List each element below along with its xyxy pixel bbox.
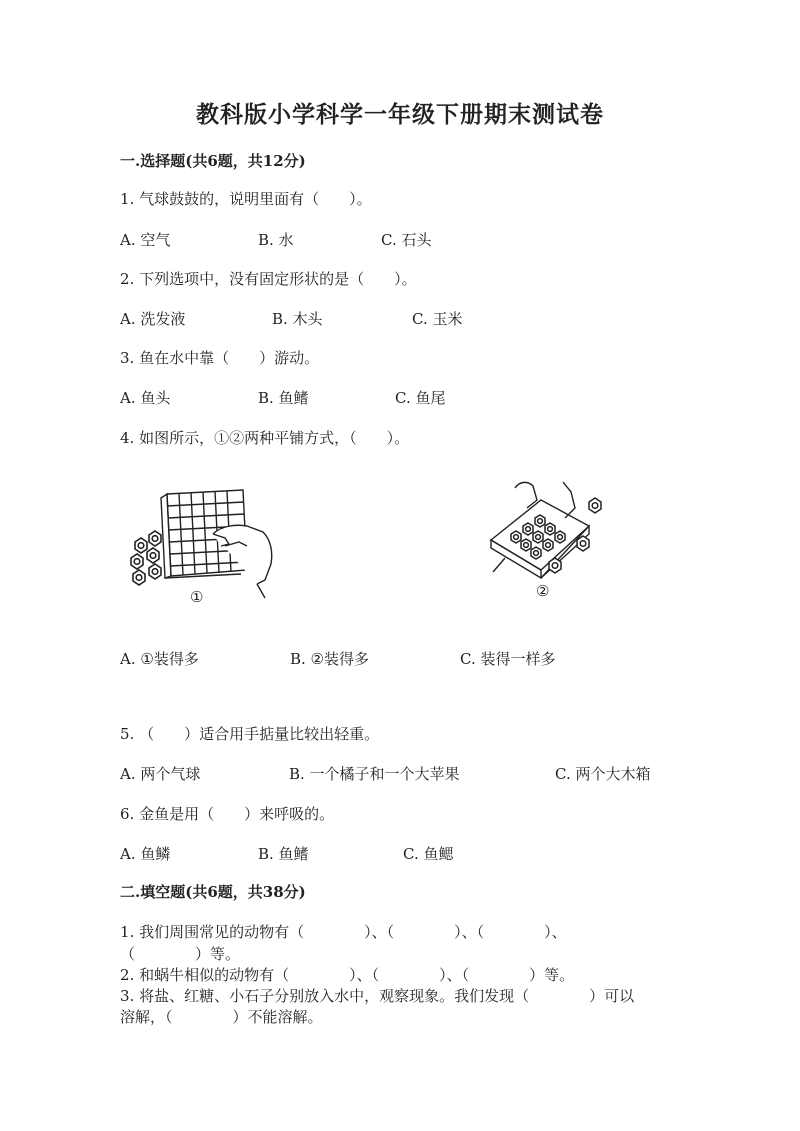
fill-line-1: 1. 我们周围常见的动物有（ ）、（ ）、（ ）、 — [120, 923, 567, 941]
q4-option-b: B. ②装得多 — [290, 650, 370, 668]
fill-line-5: 溶解，（ ）不能溶解。 — [120, 1008, 323, 1026]
q4-option-c: C. 装得一样多 — [460, 650, 556, 668]
q2-option-a: A. 洗发液 — [120, 310, 186, 328]
figure-1-label: ① — [190, 588, 204, 606]
fill-line-2: （ ）等。 — [120, 945, 241, 963]
question-6: 6. 金鱼是用（ ）来呼吸的。 — [120, 805, 335, 823]
figure-2-tiling-illustration — [485, 478, 625, 583]
q5-option-b: B. 一个橘子和一个大苹果 — [289, 765, 460, 783]
page-title: 教科版小学科学一年级下册期末测试卷 — [196, 101, 604, 128]
question-4: 4. 如图所示，①②两种平铺方式，（ ）。 — [120, 429, 410, 447]
question-1: 1. 气球鼓鼓的，说明里面有（ ）。 — [120, 190, 372, 208]
q6-option-a: A. 鱼鳞 — [120, 845, 171, 863]
q2-option-c: C. 玉米 — [412, 310, 463, 328]
fill-line-3: 2. 和蜗牛相似的动物有（ ）、（ ）、（ ）等。 — [120, 966, 575, 984]
section-heading-fill: 二.填空题(共6题，共38分) — [120, 883, 306, 901]
figure-2-label: ② — [536, 582, 550, 600]
q3-option-a: A. 鱼头 — [120, 389, 171, 407]
q4-option-a: A. ①装得多 — [120, 650, 199, 668]
question-5: 5. （ ）适合用手掂量比较出轻重。 — [120, 725, 380, 743]
q1-option-c: C. 石头 — [381, 231, 432, 249]
q5-option-c: C. 两个大木箱 — [555, 765, 651, 783]
q5-option-a: A. 两个气球 — [120, 765, 201, 783]
question-2: 2. 下列选项中，没有固定形状的是（ ）。 — [120, 270, 417, 288]
q1-option-b: B. 水 — [258, 231, 294, 249]
question-3: 3. 鱼在水中靠（ ）游动。 — [120, 349, 320, 367]
section-heading-choice: 一.选择题(共6题，共12分) — [120, 152, 306, 170]
q6-option-b: B. 鱼鳍 — [258, 845, 309, 863]
figure-1-tiling-illustration — [125, 480, 275, 605]
q3-option-b: B. 鱼鳍 — [258, 389, 309, 407]
q6-option-c: C. 鱼鳃 — [403, 845, 454, 863]
fill-line-4: 3. 将盐、红糖、小石子分别放入水中，观察现象。我们发现（ ）可以 — [120, 987, 635, 1005]
q2-option-b: B. 木头 — [272, 310, 323, 328]
q3-option-c: C. 鱼尾 — [395, 389, 446, 407]
q1-option-a: A. 空气 — [120, 231, 171, 249]
